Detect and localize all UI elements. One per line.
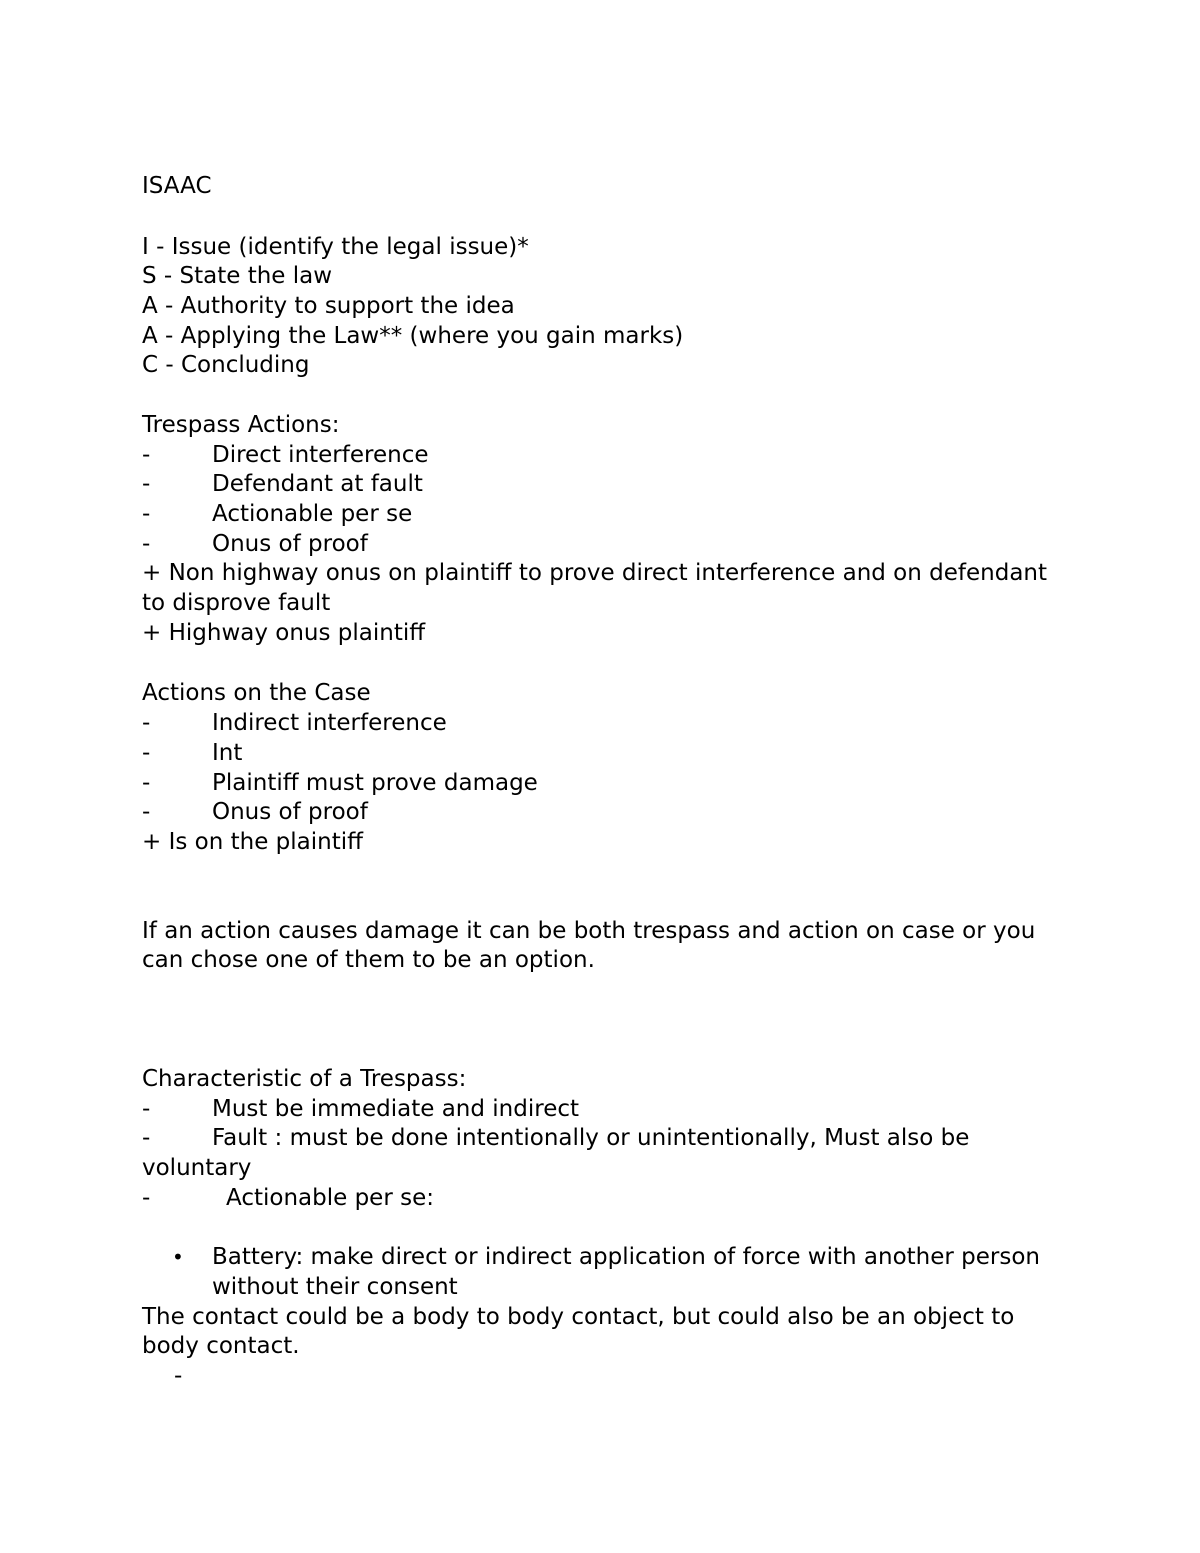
plus-note: + Highway onus plaintiff — [142, 619, 426, 646]
dash-marker: - — [142, 1125, 151, 1152]
dash-marker: - — [142, 739, 151, 766]
list-item-text: Defendant at fault — [212, 471, 423, 498]
list-item — [142, 709, 1072, 739]
spacer — [142, 858, 1072, 917]
list-item-text: Must be immediate and indirect — [212, 1095, 580, 1122]
trespass-actions-heading: Trespass Actions: — [142, 411, 340, 438]
list-item-text: Plaintiff must prove damage — [212, 769, 538, 796]
spacer — [142, 976, 1072, 1065]
dash-marker: - — [142, 471, 151, 498]
plus-note: + Is on the plaintiff — [142, 828, 363, 855]
damage-note: If an action causes damage it can be both trespass and action on case or you can chose one of them to be an option. — [142, 917, 1036, 974]
list-item — [142, 500, 1072, 530]
bullet-item-text: Battery: make direct or indirect application of force with another person without their consent — [212, 1244, 1040, 1300]
dash-marker: - — [142, 769, 151, 796]
list-item-text: Onus of proof — [212, 799, 368, 826]
list-item — [142, 1184, 1072, 1214]
list-item — [142, 441, 1072, 471]
spacer — [142, 648, 1072, 679]
trailing-dash: - — [174, 1363, 183, 1389]
isaac-item-issue: I - Issue (identify the legal issue)* — [142, 233, 529, 260]
dash-marker: - — [142, 530, 151, 557]
list-item — [142, 798, 1072, 828]
list-item-text: Onus of proof — [212, 530, 368, 557]
list-item-text: Actionable per se: — [226, 1184, 434, 1211]
bullet-marker: • — [172, 1245, 184, 1270]
characteristic-heading: Characteristic of a Trespass: — [142, 1066, 467, 1092]
actions-on-case-heading: Actions on the Case — [142, 680, 371, 707]
plus-note: + Non highway onus on plaintiff to prove direct interference and on defendant to disprove fault — [142, 560, 1048, 617]
isaac-item-authority: A - Authority to support the idea — [142, 293, 515, 320]
document-page — [142, 172, 1072, 1392]
dash-marker: - — [142, 1095, 151, 1122]
dash-marker: - — [142, 441, 151, 468]
list-item-text: Actionable per se — [212, 500, 413, 527]
contact-note: The contact could be a body to body contact, but could also be an object to body contact. — [142, 1303, 1015, 1360]
isaac-item-applying: A - Applying the Law** (where you gain marks) — [142, 322, 684, 349]
list-item-text: Direct interference — [212, 441, 429, 468]
bullet-item — [172, 1243, 1072, 1302]
list-item-text: Fault : must be done intentionally or unintentionally, Must also be voluntary — [142, 1125, 970, 1182]
isaac-title: ISAAC — [142, 173, 212, 199]
list-item — [142, 530, 1072, 560]
list-item — [142, 470, 1072, 500]
isaac-item-concluding: C - Concluding — [142, 352, 310, 379]
spacer — [142, 381, 1072, 411]
list-item — [142, 1095, 1072, 1125]
list-item — [142, 1124, 1072, 1183]
dash-marker: - — [142, 1184, 151, 1211]
list-item-text: Int — [212, 739, 243, 766]
dash-marker: - — [142, 500, 151, 527]
list-item-text: Indirect interference — [212, 710, 447, 737]
list-item — [142, 739, 1072, 769]
spacer — [142, 202, 1072, 233]
dash-marker: - — [142, 710, 151, 737]
list-item — [142, 769, 1072, 799]
dash-marker: - — [142, 799, 151, 826]
isaac-item-state: S - State the law — [142, 263, 333, 290]
spacer — [142, 1214, 1072, 1244]
